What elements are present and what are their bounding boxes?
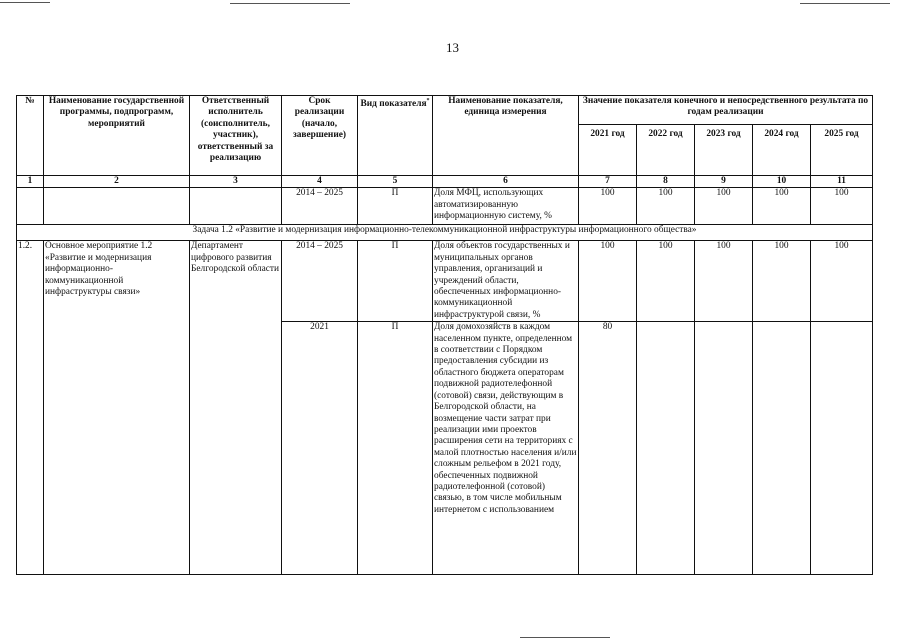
column-number: 10 — [753, 176, 811, 188]
cell-value-2022 — [637, 322, 695, 575]
cell-value-2024 — [753, 322, 811, 575]
cell-value-2022: 100 — [637, 241, 695, 322]
cell-empty — [190, 188, 282, 225]
header-executor: Ответственный исполнитель (соисполнитель, участник), ответственный за реализацию — [190, 96, 282, 176]
cell-value-2024: 100 — [753, 188, 811, 225]
header-row — [17, 96, 873, 125]
column-number: 2 — [44, 176, 190, 188]
column-number: 5 — [358, 176, 433, 188]
cell-type: П — [358, 188, 433, 225]
column-number: 1 — [17, 176, 44, 188]
header-no: № — [17, 96, 44, 176]
cell-value-2021: 100 — [579, 241, 637, 322]
column-number: 3 — [190, 176, 282, 188]
header-year-2021: 2021 год — [579, 125, 637, 176]
scan-artifact-top-right — [800, 3, 890, 4]
task-heading-row — [17, 225, 873, 241]
page-number: 13 — [446, 40, 459, 55]
cell-event-executor: Департамент цифрового развития Белгородской области — [190, 241, 282, 575]
cell-empty — [44, 188, 190, 225]
cell-value-2021: 100 — [579, 188, 637, 225]
cell-term: 2021 — [282, 322, 358, 575]
scan-artifact-bottom — [520, 637, 610, 638]
column-number: 4 — [282, 176, 358, 188]
cell-value-2024: 100 — [753, 241, 811, 322]
column-number: 7 — [579, 176, 637, 188]
header-values-group: Значение показателя конечного и непосредственного результата по годам реализации — [579, 96, 873, 125]
cell-value-2022: 100 — [637, 188, 695, 225]
header-year-2023: 2023 год — [695, 125, 753, 176]
cell-value-2023: 100 — [695, 188, 753, 225]
column-number: 8 — [637, 176, 695, 188]
cell-value-2023: 100 — [695, 241, 753, 322]
header-year-2024: 2024 год — [753, 125, 811, 176]
cell-empty — [17, 188, 44, 225]
header-type-label: Вид показателя — [360, 99, 427, 110]
cell-value-2023 — [695, 322, 753, 575]
header-name: Наименование государственной программы, подпрограмм, мероприятий — [44, 96, 190, 176]
cell-event-name: Основное мероприятие 1.2 «Развитие и модернизация информационно-коммуникационной инфраструктуры связи» — [44, 241, 190, 575]
task-heading: Задача 1.2 «Развитие и модернизация информационно-телекоммуникационной инфраструктуры информационного общества» — [17, 225, 873, 241]
cell-type: П — [358, 322, 433, 575]
cell-indicator: Доля МФЦ, использующих автоматизированную информационную систему, % — [433, 188, 579, 225]
table-row-mfc — [17, 188, 873, 225]
scan-artifact-top-left — [0, 2, 50, 3]
scan-artifact-top-mid — [230, 3, 350, 4]
header-indicator: Наименование показателя, единица измерения — [433, 96, 579, 176]
cell-term: 2014 – 2025 — [282, 241, 358, 322]
cell-value-2025: 100 — [811, 188, 873, 225]
column-number-row — [17, 176, 873, 188]
table-row-event-infrastructure — [17, 241, 873, 322]
cell-value-2021: 80 — [579, 322, 637, 575]
cell-indicator: Доля объектов государственных и муниципальных органов управления, организаций и учреждений области, обеспеченных информационно-коммуникационной инфраструктурой связи, % — [433, 241, 579, 322]
column-number: 6 — [433, 176, 579, 188]
header-term: Срок реализации (начало, завершение) — [282, 96, 358, 176]
cell-value-2025: 100 — [811, 241, 873, 322]
cell-event-no: 1.2. — [17, 241, 44, 575]
cell-term: 2014 – 2025 — [282, 188, 358, 225]
cell-indicator: Доля домохозяйств в каждом населенном пункте, определенном в соответствии с Порядком предоставления субсидии из областного бюджета операторам подвижной радиотелефонной (сотовой) связи, действующим в Белгородской области, на возмещение части затрат при реализации ими проектов расширения сети на территориях с малой плотностью населения и/или сложным рельефом в 2021 году, обеспеченных подвижной радиотелефонной (сотовой) связью, в том числе мобильным интернетом с использованием — [433, 322, 579, 575]
column-number: 9 — [695, 176, 753, 188]
header-year-2022: 2022 год — [637, 125, 695, 176]
cell-type: П — [358, 241, 433, 322]
header-year-2025: 2025 год — [811, 125, 873, 176]
cell-value-2025 — [811, 322, 873, 575]
column-number: 11 — [811, 176, 873, 188]
header-type-footnote-mark: * — [426, 98, 430, 104]
indicators-table — [16, 95, 873, 575]
header-type — [358, 96, 433, 176]
